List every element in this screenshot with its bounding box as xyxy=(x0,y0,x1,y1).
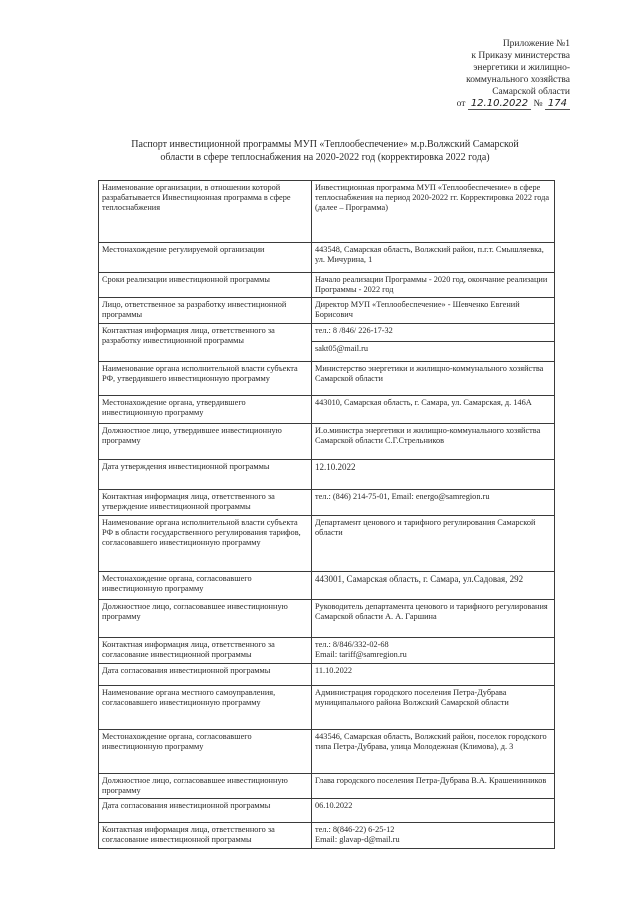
table-row xyxy=(99,774,555,799)
document-title xyxy=(110,139,540,164)
row-value: И.о.министра энергетики и жилищно-коммунального хозяйства Самарской области С.Г.Стрельников xyxy=(312,424,555,460)
table-row xyxy=(99,799,555,823)
table-row xyxy=(99,730,555,774)
row-label: Наименование органа исполнительной власти субъекта РФ в области государственного регулирования тарифов, согласовавшего инвестиционную программу xyxy=(99,516,312,572)
table-row xyxy=(99,362,555,396)
table-row xyxy=(99,600,555,638)
row-value: 443010, Самарская область, г. Самара, ул. Самарская, д. 146А xyxy=(312,396,555,424)
table-row xyxy=(99,664,555,686)
row-label: Контактная информация лица, ответственного за утверждение инвестиционной программы xyxy=(99,490,312,516)
table-row xyxy=(99,424,555,460)
row-value: 06.10.2022 xyxy=(312,799,555,823)
table-row xyxy=(99,298,555,324)
row-label: Дата согласования инвестиционной программы xyxy=(99,664,312,686)
table-row xyxy=(99,396,555,424)
row-value: 11.10.2022 xyxy=(312,664,555,686)
table-row xyxy=(99,686,555,730)
table-row xyxy=(99,324,555,362)
table-row xyxy=(99,823,555,849)
table-row xyxy=(99,273,555,298)
row-label: Наименование организации, в отношении которой разрабатывается Инвестиционная программа в сфере теплоснабжения xyxy=(99,181,312,243)
appendix-date-line xyxy=(370,98,570,110)
row-value xyxy=(312,823,555,849)
appendix-line-4: коммунального хозяйства xyxy=(466,75,570,85)
row-value: Администрация городского поселения Петра-Дубрава муниципального района Волжский Самарской области xyxy=(312,686,555,730)
appendix-line-2: к Приказу министерства xyxy=(471,51,570,61)
title-line-2: области в сфере теплоснабжения на 2020-2022 год (корректировка 2022 года) xyxy=(160,151,490,163)
row-label: Должностное лицо, утвердившее инвестиционную программу xyxy=(99,424,312,460)
row-label: Местонахождение органа, согласовавшего инвестиционную программу xyxy=(99,730,312,774)
appendix-block xyxy=(370,38,570,110)
row-label: Лицо, ответственное за разработку инвестиционной программы xyxy=(99,298,312,324)
row-label: Дата согласования инвестиционной программы xyxy=(99,799,312,823)
email-value: sakt05@mail.ru xyxy=(312,341,554,354)
row-value: Директор МУП «Теплообеспечение» - Шевченко Евгений Борисович xyxy=(312,298,555,324)
email-value: Email: tariff@samregion.ru xyxy=(315,650,407,659)
appendix-line-5: Самарской области xyxy=(492,87,570,97)
table-row xyxy=(99,243,555,273)
row-label: Контактная информация лица, ответственного за согласование инвестиционной программы xyxy=(99,823,312,849)
appendix-line-3: энергетики и жилищно- xyxy=(473,63,570,73)
table-row xyxy=(99,460,555,490)
table-row xyxy=(99,638,555,664)
row-label: Должностное лицо, согласовавшее инвестиционную программу xyxy=(99,600,312,638)
title-line-1: Паспорт инвестиционной программы МУП «Теплообеспечение» м.р.Волжский Самарской xyxy=(131,139,519,150)
table-row xyxy=(99,516,555,572)
row-label: Местонахождение органа, согласовавшего инвестиционную программу xyxy=(99,572,312,600)
passport-table xyxy=(98,180,555,849)
table-row xyxy=(99,181,555,243)
row-value: Начало реализации Программы - 2020 год, окончание реализации Программы - 2022 год xyxy=(312,273,555,298)
row-label: Сроки реализации инвестиционной программы xyxy=(99,273,312,298)
row-value: 443548, Самарская область, Волжский район, п.г.т. Смышляевка, ул. Мичурина, 1 xyxy=(312,243,555,273)
number-handwritten: 174 xyxy=(545,98,570,110)
phone-value: тел.: 8/846/332-02-68 xyxy=(315,640,389,649)
row-value: Руководитель департамента ценового и тарифного регулирования Самарской области А. А. Гаршина xyxy=(312,600,555,638)
row-value xyxy=(312,638,555,664)
date-handwritten: 12.10.2022 xyxy=(468,98,531,110)
row-value: 443546, Самарская область, Волжский район, поселок городского типа Петра-Дубрава, улица Молодежная (Климова), д. 3 xyxy=(312,730,555,774)
row-value: Министерство энергетики и жилищно-коммунального хозяйства Самарской области xyxy=(312,362,555,396)
number-prefix: № xyxy=(533,99,543,109)
row-value xyxy=(312,324,555,362)
row-label: Контактная информация лица, ответственного за согласование инвестиционной программы xyxy=(99,638,312,664)
row-label: Наименование органа местного самоуправления, согласовавшего инвестиционную программу xyxy=(99,686,312,730)
row-value: тел.: (846) 214-75-01, Email: energo@samregion.ru xyxy=(312,490,555,516)
row-value: 12.10.2022 xyxy=(312,460,555,490)
row-label: Местонахождение регулируемой организации xyxy=(99,243,312,273)
date-prefix: от xyxy=(456,99,466,109)
row-label: Дата утверждения инвестиционной программы xyxy=(99,460,312,490)
row-label: Местонахождение органа, утвердившего инвестиционную программу xyxy=(99,396,312,424)
row-value: Департамент ценового и тарифного регулирования Самарской области xyxy=(312,516,555,572)
table-row xyxy=(99,572,555,600)
email-value: Email: glavap-d@mail.ru xyxy=(315,835,400,844)
row-value: Инвестиционная программа МУП «Теплообеспечение» в сфере теплоснабжения на период 2020-2022 гг. Корректировка 2022 года (далее – Программа) xyxy=(312,181,555,243)
phone-value: тел.: 8(846-22) 6-25-12 xyxy=(315,825,395,834)
row-value: 443001, Самарская область, г. Самара, ул.Садовая, 292 xyxy=(312,572,555,600)
row-label: Контактная информация лица, ответственного за разработку инвестиционной программы xyxy=(99,324,312,362)
row-label: Наименование органа исполнительной власти субъекта РФ, утвердившего инвестиционную программу xyxy=(99,362,312,396)
table-row xyxy=(99,490,555,516)
appendix-line-1: Приложение №1 xyxy=(502,39,570,49)
row-value: Глава городского поселения Петра-Дубрава В.А. Крашенинников xyxy=(312,774,555,799)
row-label: Должностное лицо, согласовавшее инвестиционную программу xyxy=(99,774,312,799)
phone-value: тел.: 8 /846/ 226-17-32 xyxy=(315,326,393,335)
